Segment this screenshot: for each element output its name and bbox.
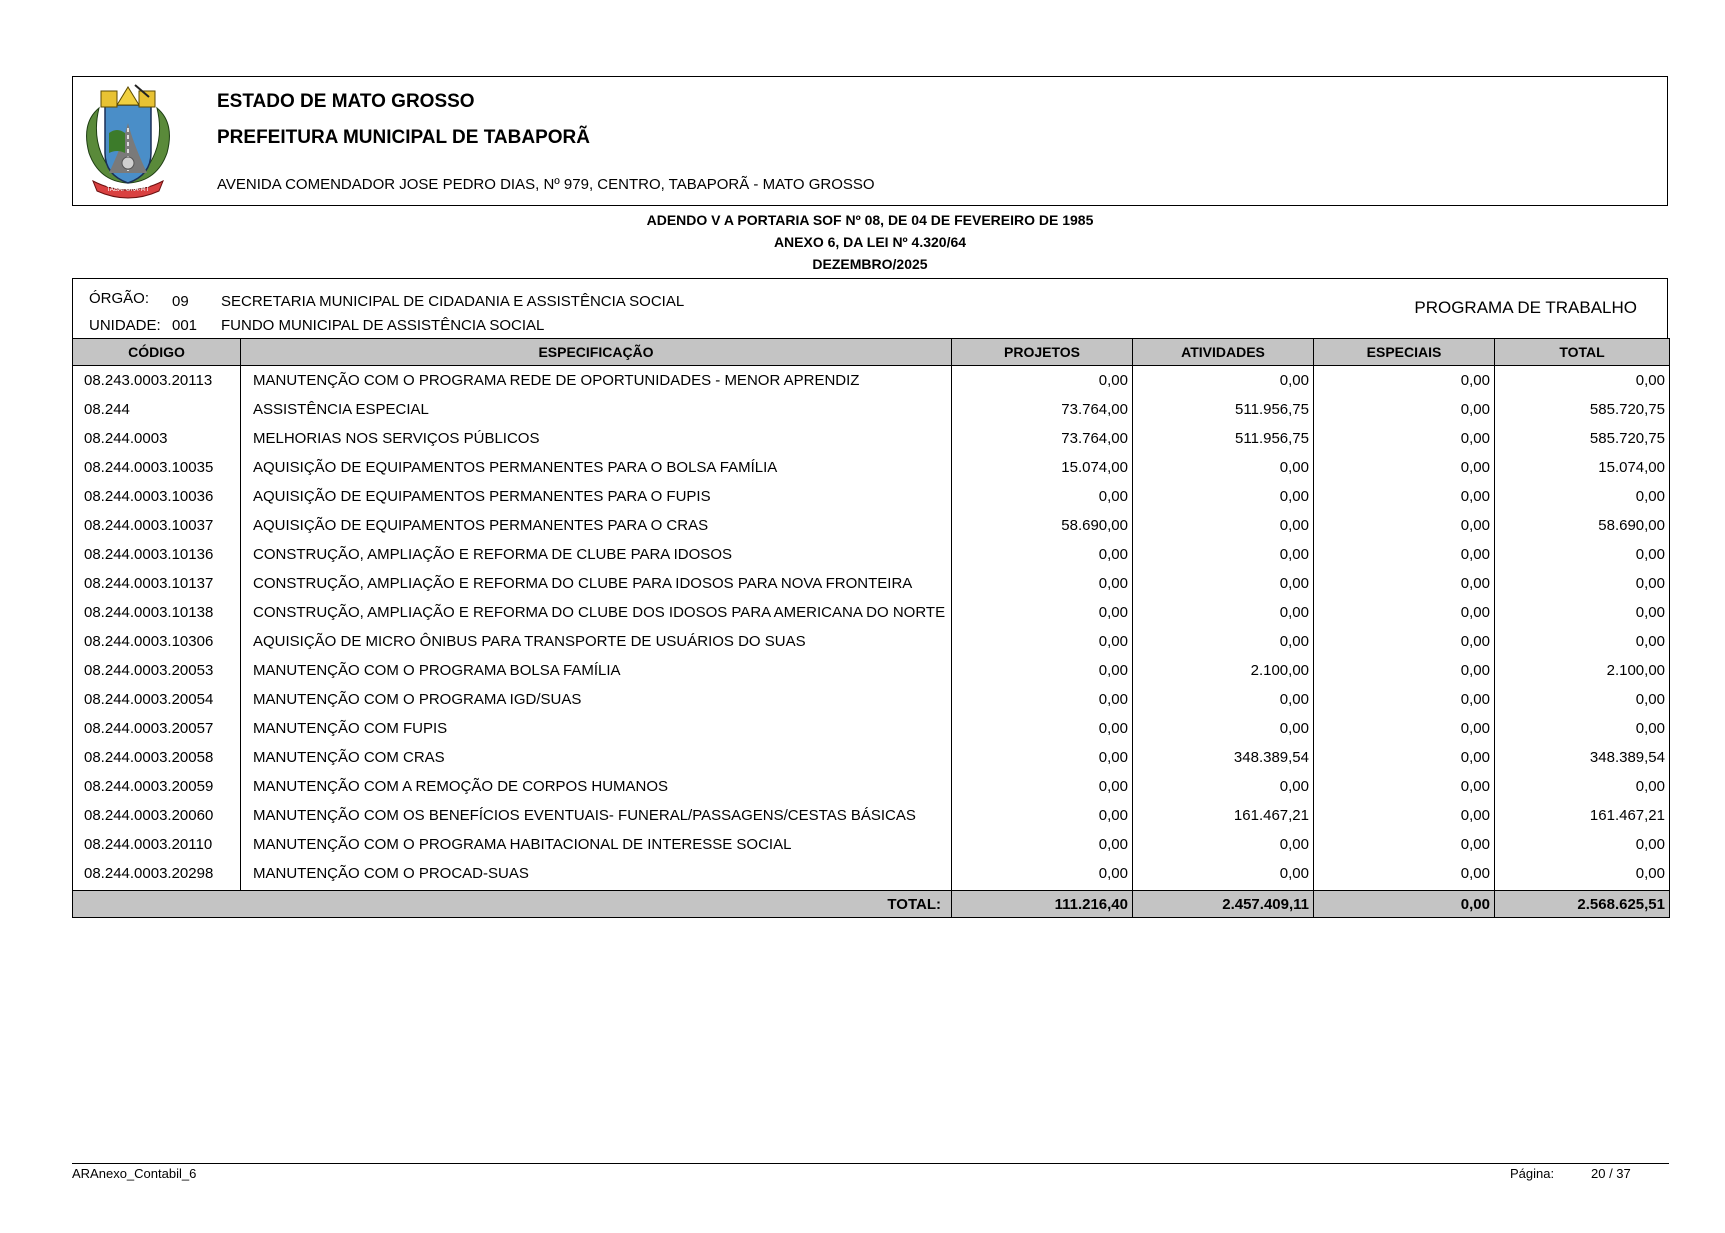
cell-total: 0,00 [1495, 859, 1670, 891]
cell-total: 585.720,75 [1495, 424, 1670, 453]
cell-projetos: 0,00 [952, 830, 1133, 859]
cell-especiais: 0,00 [1314, 830, 1495, 859]
table-row [73, 395, 1670, 424]
prefecture-name: PREFEITURA MUNICIPAL DE TABAPORÃ [217, 127, 590, 148]
cell-atividades: 0,00 [1133, 714, 1314, 743]
cell-total: 0,00 [1495, 714, 1670, 743]
cell-atividades: 0,00 [1133, 598, 1314, 627]
document-title-2: ANEXO 6, DA LEI Nº 4.320/64 [773, 234, 967, 250]
budget-table [72, 338, 1670, 918]
cell-projetos: 0,00 [952, 656, 1133, 685]
page-label: Página: [1510, 1166, 1555, 1181]
cell-codigo: 08.244.0003.10138 [73, 598, 241, 627]
table-row [73, 453, 1670, 482]
total-especiais: 0,00 [1314, 891, 1495, 918]
table-row [73, 743, 1670, 772]
table-row [73, 685, 1670, 714]
cell-total: 58.690,00 [1495, 511, 1670, 540]
cell-codigo: 08.244.0003.10137 [73, 569, 241, 598]
table-row [73, 540, 1670, 569]
orgao-name: SECRETARIA MUNICIPAL DE CIDADANIA E ASSISTÊNCIA SOCIAL [221, 293, 685, 310]
cell-atividades: 161.467,21 [1133, 801, 1314, 830]
cell-projetos: 58.690,00 [952, 511, 1133, 540]
cell-especiais: 0,00 [1314, 540, 1495, 569]
cell-total: 0,00 [1495, 627, 1670, 656]
table-row [73, 569, 1670, 598]
cell-total: 2.100,00 [1495, 656, 1670, 685]
organization-box [72, 278, 1668, 338]
unidade-name: FUNDO MUNICIPAL DE ASSISTÊNCIA SOCIAL [221, 317, 545, 334]
state-name: ESTADO DE MATO GROSSO [217, 91, 475, 112]
cell-especificacao: MANUTENÇÃO COM O PROGRAMA BOLSA FAMÍLIA [241, 656, 952, 685]
column-header-especiais: ESPECIAIS [1314, 339, 1495, 366]
address: AVENIDA COMENDADOR JOSE PEDRO DIAS, Nº 979, CENTRO, TABAPORÃ - MATO GROSSO [217, 176, 875, 193]
cell-especificacao: MELHORIAS NOS SERVIÇOS PÚBLICOS [241, 424, 952, 453]
document-title-1: ADENDO V A PORTARIA SOF Nº 08, DE 04 DE FEVEREIRO DE 1985 [646, 212, 1094, 228]
cell-especiais: 0,00 [1314, 627, 1495, 656]
cell-codigo: 08.244.0003.10037 [73, 511, 241, 540]
unidade-code: 001 [172, 317, 198, 334]
column-header-codigo: CÓDIGO [73, 339, 241, 366]
svg-text:TABAPORÃ-MT: TABAPORÃ-MT [106, 186, 150, 193]
cell-especificacao: CONSTRUÇÃO, AMPLIAÇÃO E REFORMA DO CLUBE DOS IDOSOS PARA AMERICANA DO NORTE [241, 598, 952, 627]
cell-especiais: 0,00 [1314, 598, 1495, 627]
cell-especificacao: CONSTRUÇÃO, AMPLIAÇÃO E REFORMA DO CLUBE PARA IDOSOS PARA NOVA FRONTEIRA [241, 569, 952, 598]
column-header-projetos: PROJETOS [952, 339, 1133, 366]
cell-especificacao: AQUISIÇÃO DE EQUIPAMENTOS PERMANENTES PARA O FUPIS [241, 482, 952, 511]
cell-especificacao: AQUISIÇÃO DE EQUIPAMENTOS PERMANENTES PARA O CRAS [241, 511, 952, 540]
cell-codigo: 08.243.0003.20113 [73, 366, 241, 396]
cell-especiais: 0,00 [1314, 482, 1495, 511]
table-row [73, 482, 1670, 511]
cell-projetos: 0,00 [952, 598, 1133, 627]
cell-codigo: 08.244.0003.10035 [73, 453, 241, 482]
cell-projetos: 0,00 [952, 714, 1133, 743]
cell-codigo: 08.244.0003.20059 [73, 772, 241, 801]
table-row [73, 772, 1670, 801]
cell-especiais: 0,00 [1314, 772, 1495, 801]
total-atividades: 2.457.409,11 [1133, 891, 1314, 918]
column-header-especificacao: ESPECIFICAÇÃO [241, 339, 952, 366]
cell-codigo: 08.244.0003.20110 [73, 830, 241, 859]
total-projetos: 111.216,40 [952, 891, 1133, 918]
column-header-total: TOTAL [1495, 339, 1670, 366]
cell-especiais: 0,00 [1314, 453, 1495, 482]
cell-codigo: 08.244.0003.20054 [73, 685, 241, 714]
table-row [73, 366, 1670, 396]
cell-projetos: 73.764,00 [952, 424, 1133, 453]
total-row [73, 891, 1670, 918]
cell-atividades: 0,00 [1133, 772, 1314, 801]
cell-atividades: 0,00 [1133, 366, 1314, 396]
cell-codigo: 08.244.0003.10306 [73, 627, 241, 656]
unidade-label: UNIDADE: [89, 317, 161, 334]
cell-projetos: 0,00 [952, 366, 1133, 396]
cell-projetos: 15.074,00 [952, 453, 1133, 482]
cell-projetos: 0,00 [952, 685, 1133, 714]
footer-divider [72, 1163, 1669, 1164]
cell-atividades: 0,00 [1133, 859, 1314, 891]
cell-codigo: 08.244.0003.10136 [73, 540, 241, 569]
table-row [73, 656, 1670, 685]
cell-codigo: 08.244 [73, 395, 241, 424]
cell-atividades: 511.956,75 [1133, 424, 1314, 453]
cell-atividades: 0,00 [1133, 453, 1314, 482]
cell-total: 0,00 [1495, 482, 1670, 511]
cell-atividades: 348.389,54 [1133, 743, 1314, 772]
cell-projetos: 0,00 [952, 627, 1133, 656]
orgao-code: 09 [172, 293, 189, 310]
cell-especificacao: MANUTENÇÃO COM A REMOÇÃO DE CORPOS HUMANOS [241, 772, 952, 801]
cell-total: 161.467,21 [1495, 801, 1670, 830]
cell-codigo: 08.244.0003.20298 [73, 859, 241, 891]
cell-atividades: 2.100,00 [1133, 656, 1314, 685]
table-row [73, 830, 1670, 859]
cell-especiais: 0,00 [1314, 395, 1495, 424]
cell-atividades: 0,00 [1133, 482, 1314, 511]
cell-total: 0,00 [1495, 772, 1670, 801]
cell-especificacao: ASSISTÊNCIA ESPECIAL [241, 395, 952, 424]
table-row [73, 859, 1670, 891]
page-number: 20 / 37 [1591, 1166, 1631, 1181]
cell-projetos: 0,00 [952, 772, 1133, 801]
cell-especiais: 0,00 [1314, 569, 1495, 598]
cell-especificacao: MANUTENÇÃO COM O PROGRAMA REDE DE OPORTUNIDADES - MENOR APRENDIZ [241, 366, 952, 396]
cell-atividades: 511.956,75 [1133, 395, 1314, 424]
cell-total: 0,00 [1495, 540, 1670, 569]
cell-especificacao: MANUTENÇÃO COM O PROGRAMA IGD/SUAS [241, 685, 952, 714]
cell-especiais: 0,00 [1314, 801, 1495, 830]
cell-especificacao: MANUTENÇÃO COM CRAS [241, 743, 952, 772]
cell-total: 0,00 [1495, 569, 1670, 598]
cell-especiais: 0,00 [1314, 685, 1495, 714]
cell-atividades: 0,00 [1133, 511, 1314, 540]
report-name: ARAnexo_Contabil_6 [72, 1166, 197, 1181]
document-period: DEZEMBRO/2025 [812, 256, 928, 272]
table-header-row [73, 339, 1670, 366]
cell-especificacao: CONSTRUÇÃO, AMPLIAÇÃO E REFORMA DE CLUBE PARA IDOSOS [241, 540, 952, 569]
header-box [72, 76, 1668, 206]
program-label: PROGRAMA DE TRABALHO [1414, 298, 1637, 317]
cell-codigo: 08.244.0003.20058 [73, 743, 241, 772]
table-row [73, 801, 1670, 830]
cell-especiais: 0,00 [1314, 366, 1495, 396]
cell-atividades: 0,00 [1133, 540, 1314, 569]
cell-atividades: 0,00 [1133, 627, 1314, 656]
table-row [73, 627, 1670, 656]
cell-projetos: 0,00 [952, 801, 1133, 830]
cell-especiais: 0,00 [1314, 424, 1495, 453]
cell-especiais: 0,00 [1314, 743, 1495, 772]
cell-especiais: 0,00 [1314, 656, 1495, 685]
cell-especiais: 0,00 [1314, 714, 1495, 743]
cell-atividades: 0,00 [1133, 685, 1314, 714]
cell-especificacao: AQUISIÇÃO DE MICRO ÔNIBUS PARA TRANSPORTE DE USUÁRIOS DO SUAS [241, 627, 952, 656]
cell-especificacao: MANUTENÇÃO COM O PROGRAMA HABITACIONAL DE INTERESSE SOCIAL [241, 830, 952, 859]
cell-projetos: 0,00 [952, 540, 1133, 569]
table-row [73, 714, 1670, 743]
table-row [73, 511, 1670, 540]
cell-total: 0,00 [1495, 830, 1670, 859]
cell-total: 0,00 [1495, 685, 1670, 714]
orgao-label: ÓRGÃO: [89, 290, 150, 307]
table-body [73, 366, 1670, 891]
table-row [73, 424, 1670, 453]
cell-projetos: 0,00 [952, 743, 1133, 772]
cell-total: 348.389,54 [1495, 743, 1670, 772]
cell-codigo: 08.244.0003.10036 [73, 482, 241, 511]
cell-atividades: 0,00 [1133, 569, 1314, 598]
cell-atividades: 0,00 [1133, 830, 1314, 859]
cell-total: 0,00 [1495, 366, 1670, 396]
cell-especificacao: AQUISIÇÃO DE EQUIPAMENTOS PERMANENTES PARA O BOLSA FAMÍLIA [241, 453, 952, 482]
total-label: TOTAL: [73, 891, 952, 918]
cell-codigo: 08.244.0003 [73, 424, 241, 453]
cell-especiais: 0,00 [1314, 859, 1495, 891]
cell-total: 0,00 [1495, 598, 1670, 627]
cell-total: 15.074,00 [1495, 453, 1670, 482]
cell-especificacao: MANUTENÇÃO COM O PROCAD-SUAS [241, 859, 952, 891]
municipal-coat-of-arms-icon [79, 83, 177, 199]
cell-especiais: 0,00 [1314, 511, 1495, 540]
cell-codigo: 08.244.0003.20053 [73, 656, 241, 685]
cell-especificacao: MANUTENÇÃO COM FUPIS [241, 714, 952, 743]
column-header-atividades: ATIVIDADES [1133, 339, 1314, 366]
cell-projetos: 0,00 [952, 482, 1133, 511]
cell-total: 585.720,75 [1495, 395, 1670, 424]
cell-especificacao: MANUTENÇÃO COM OS BENEFÍCIOS EVENTUAIS- FUNERAL/PASSAGENS/CESTAS BÁSICAS [241, 801, 952, 830]
table-row [73, 598, 1670, 627]
cell-projetos: 0,00 [952, 569, 1133, 598]
cell-projetos: 73.764,00 [952, 395, 1133, 424]
cell-codigo: 08.244.0003.20060 [73, 801, 241, 830]
cell-projetos: 0,00 [952, 859, 1133, 891]
total-geral: 2.568.625,51 [1495, 891, 1670, 918]
cell-codigo: 08.244.0003.20057 [73, 714, 241, 743]
